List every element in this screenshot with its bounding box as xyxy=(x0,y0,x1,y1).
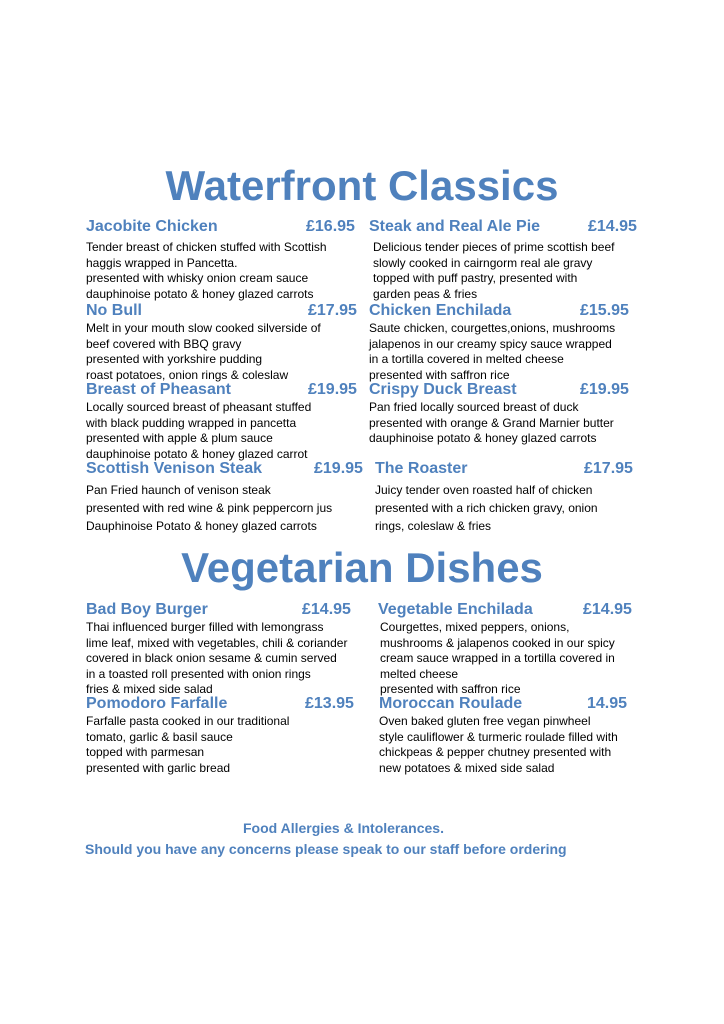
item-description-line: Delicious tender pieces of prime scottish beef xyxy=(373,240,615,254)
item-header xyxy=(86,217,360,237)
item-name: No Bull xyxy=(86,302,142,319)
menu-item-bad-boy-burger xyxy=(86,600,371,698)
menu-item-no-bull xyxy=(86,301,360,383)
item-price: £14.95 xyxy=(583,601,632,618)
item-description-line: fries & mixed side salad xyxy=(86,682,213,696)
item-description-line: melted cheese xyxy=(380,666,459,681)
item-price: £19.95 xyxy=(308,381,357,398)
item-description-line: garden peas & fries xyxy=(373,286,478,301)
menu-item-crispy-duck-breast xyxy=(369,380,644,447)
item-description-line: presented with saffron rice xyxy=(369,367,510,382)
item-name: Vegetable Enchilada xyxy=(378,601,533,618)
item-price: £14.95 xyxy=(302,601,351,618)
item-header xyxy=(86,459,366,479)
item-description-line: in a toasted roll presented with onion rings xyxy=(86,666,311,681)
item-description-line: topped with parmesan xyxy=(86,745,205,759)
item-description-line: haggis wrapped in Pancetta. xyxy=(86,255,238,270)
item-description-line: slowly cooked in cairngorm real ale gravy xyxy=(373,255,593,270)
item-description-line: beef covered with BBQ gravy xyxy=(86,336,242,351)
menu-item-moroccan-roulade xyxy=(379,694,644,776)
item-description-line: Pan Fried haunch of venison steak xyxy=(86,483,271,497)
item-description-line: roast potatoes, onion rings & coleslaw xyxy=(86,367,289,382)
item-description-line: Saute chicken, courgettes,onions, mushrooms xyxy=(369,321,616,335)
item-description-line: presented with whisky onion cream sauce xyxy=(86,271,309,285)
item-name: Steak and Real Ale Pie xyxy=(369,218,541,235)
item-header xyxy=(379,694,644,714)
item-price: £15.95 xyxy=(580,302,629,319)
classics-title: Waterfront Classics xyxy=(165,162,559,209)
item-description-line: presented with yorkshire pudding xyxy=(86,352,263,366)
item-description-line: with black pudding wrapped in pancetta xyxy=(86,415,297,430)
item-header xyxy=(86,380,360,400)
item-description-line: in a tortilla covered in melted cheese xyxy=(369,352,564,366)
item-description-line: mushrooms & jalapenos cooked in our spicy xyxy=(380,635,615,650)
menu-item-jacobite-chicken xyxy=(86,217,360,302)
item-description-line: cream sauce wrapped in a tortilla covered in xyxy=(380,651,615,665)
item-name: Crispy Duck Breast xyxy=(369,381,517,398)
item-name: Chicken Enchilada xyxy=(369,302,512,319)
item-name: Breast of Pheasant xyxy=(86,381,231,398)
item-header xyxy=(369,380,644,400)
item-price: £17.95 xyxy=(584,460,633,477)
menu-item-scottish-venison-steak xyxy=(86,459,366,535)
item-description-line: chickpeas & pepper chutney presented with xyxy=(379,745,612,759)
item-price: £14.95 xyxy=(588,218,637,235)
item-description-line: Thai influenced burger filled with lemongrass xyxy=(86,620,324,634)
allergy-notice-body: Should you have any concerns please speak to our staff before ordering xyxy=(85,841,567,857)
item-price: £13.95 xyxy=(305,695,354,712)
allergy-notice-heading: Food Allergies & Intolerances. xyxy=(243,820,444,836)
item-description-line: Tender breast of chicken stuffed with Scottish xyxy=(86,240,327,254)
item-price: £19.95 xyxy=(580,381,629,398)
menu-item-vegetable-enchilada xyxy=(378,600,644,698)
item-description-line: Melt in your mouth slow cooked silverside of xyxy=(86,321,321,335)
item-description-line: presented with apple & plum sauce xyxy=(86,431,273,445)
item-description-line: covered in black onion sesame & cumin served xyxy=(86,651,337,665)
vegetarian-title: Vegetarian Dishes xyxy=(181,544,543,591)
menu-item-pomodoro-farfalle xyxy=(86,694,371,776)
item-name: The Roaster xyxy=(375,460,468,477)
item-description-line: Locally sourced breast of pheasant stuffed xyxy=(86,400,312,414)
item-description-line: dauphinoise potato & honey glazed carrots xyxy=(369,431,597,445)
item-price: 14.95 xyxy=(587,695,628,712)
menu-item-the-roaster xyxy=(375,459,640,535)
item-description-line: tomato, garlic & basil sauce xyxy=(86,729,233,744)
item-description-line: style cauliflower & turmeric roulade filled with xyxy=(379,729,618,744)
item-header xyxy=(375,459,640,479)
menu-item-breast-of-pheasant xyxy=(86,380,360,462)
item-header xyxy=(369,301,644,321)
item-name: Scottish Venison Steak xyxy=(86,460,263,477)
item-description-line: Pan fried locally sourced breast of duck xyxy=(369,400,579,414)
item-header xyxy=(86,301,360,321)
item-description-line: presented with orange & Grand Marnier butter xyxy=(369,415,614,430)
menu-item-chicken-enchilada xyxy=(369,301,644,383)
item-description-line: presented with a rich chicken gravy, onion xyxy=(375,501,598,515)
item-name: Bad Boy Burger xyxy=(86,601,208,618)
item-description-line: jalapenos in our creamy spicy sauce wrapped xyxy=(369,336,612,351)
item-header xyxy=(369,217,644,237)
item-name: Jacobite Chicken xyxy=(86,218,218,235)
item-description-line: Farfalle pasta cooked in our traditional xyxy=(86,714,290,728)
item-description-line: Dauphinoise Potato & honey glazed carrots xyxy=(86,519,317,533)
item-header xyxy=(86,600,371,620)
item-description-line: new potatoes & mixed side salad xyxy=(379,760,555,775)
menu-item-steak-ale-pie xyxy=(369,217,644,302)
item-price: £16.95 xyxy=(306,218,355,235)
item-header xyxy=(86,694,371,714)
item-header xyxy=(378,600,644,620)
item-description-line: Oven baked gluten free vegan pinwheel xyxy=(379,714,591,728)
item-description-line: dauphinoise potato & honey glazed carrots xyxy=(86,286,314,301)
item-description-line: presented with saffron rice xyxy=(380,682,521,696)
item-description-line: lime leaf, mixed with vegetables, chili & coriander xyxy=(86,635,348,650)
item-name: Moroccan Roulade xyxy=(379,695,523,712)
item-description-line: Juicy tender oven roasted half of chicken xyxy=(375,483,593,497)
item-description-line: presented with red wine & pink peppercorn jus xyxy=(86,501,333,515)
item-description-line: presented with garlic bread xyxy=(86,760,231,775)
item-price: £19.95 xyxy=(314,460,363,477)
item-price: £17.95 xyxy=(308,302,357,319)
item-description-line: dauphinoise potato & honey glazed carrot xyxy=(86,446,308,461)
item-description-line: Courgettes, mixed peppers, onions, xyxy=(380,620,570,634)
item-description-line: rings, coleslaw & fries xyxy=(375,519,492,533)
item-name: Pomodoro Farfalle xyxy=(86,695,228,712)
item-description-line: topped with puff pastry, presented with xyxy=(373,271,578,285)
